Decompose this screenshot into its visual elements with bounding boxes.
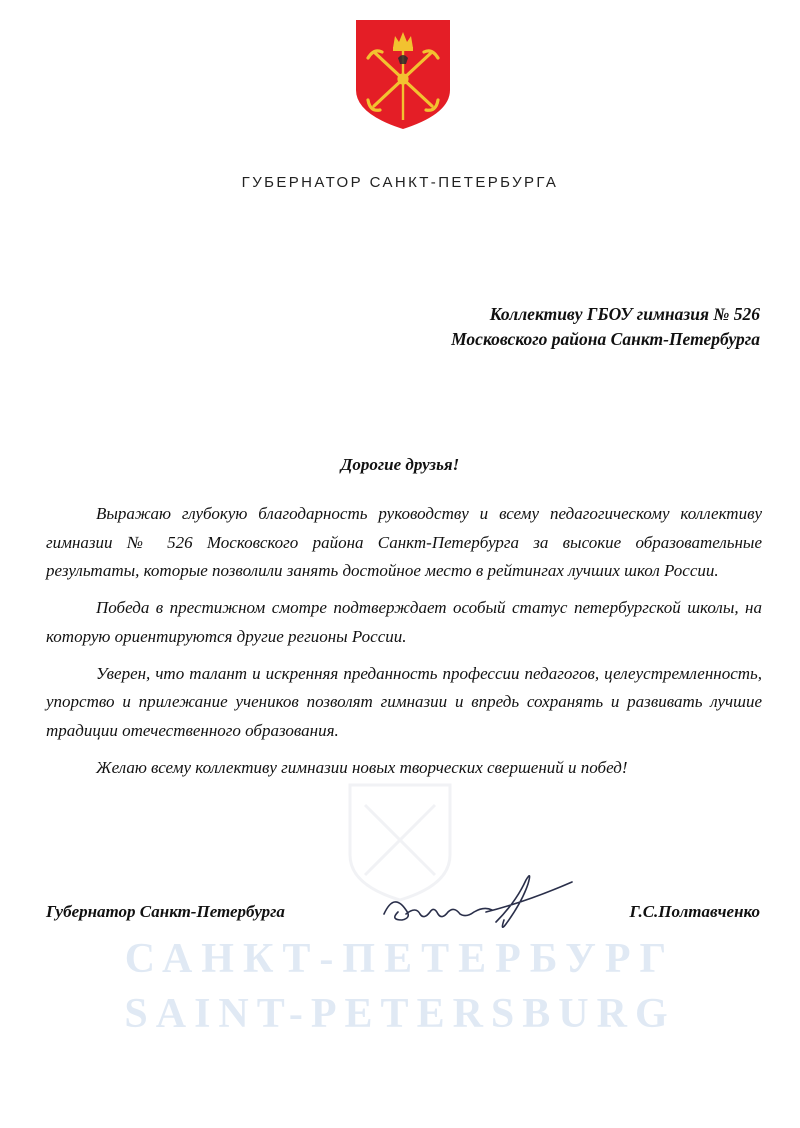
- letter-body: [46, 500, 762, 791]
- letterhead-title: ГУБЕРНАТОР САНКТ-ПЕТЕРБУРГА: [241, 174, 559, 191]
- coat-of-arms-icon: [354, 18, 452, 131]
- handwritten-signature: [376, 862, 576, 942]
- watermark-text-ru: САНКТ-ПЕТЕРБУРГ: [124, 936, 676, 982]
- signatory-title: Губернатор Санкт-Петербурга: [46, 902, 285, 921]
- addressee-line-2: Московского района Санкт-Петербурга: [451, 329, 760, 349]
- addressee-block: [260, 302, 760, 352]
- watermark-text-en: SAINT-PETERSBURG: [124, 991, 676, 1037]
- paragraph: Желаю всему коллективу гимназии новых творческих свершений и побед!: [96, 757, 628, 777]
- paragraph: Выражаю глубокую благодарность руководству и всему педагогическому коллективу гимназии № 526 Московского района Санкт-Петербурга за высокие образовательные результаты, которые позволили занять достойное место в рейтингах лучших школ России.: [46, 504, 762, 580]
- paragraph: Уверен, что талант и искренняя преданность профессии педагогов, целеустремленность, упорство и прилежание учеников позволят гимназии и впредь сохранять и развивать лучшие традиции отечественного образования.: [46, 663, 762, 740]
- signatory-name: Г.С.Полтавченко: [629, 902, 760, 921]
- greeting: Дорогие друзья!: [340, 455, 460, 474]
- addressee-line-1: Коллективу ГБОУ гимназия № 526: [489, 304, 760, 324]
- paragraph: Победа в престижном смотре подтверждает особый статус петербургской школы, на которую ориентируются другие регионы России.: [46, 598, 762, 646]
